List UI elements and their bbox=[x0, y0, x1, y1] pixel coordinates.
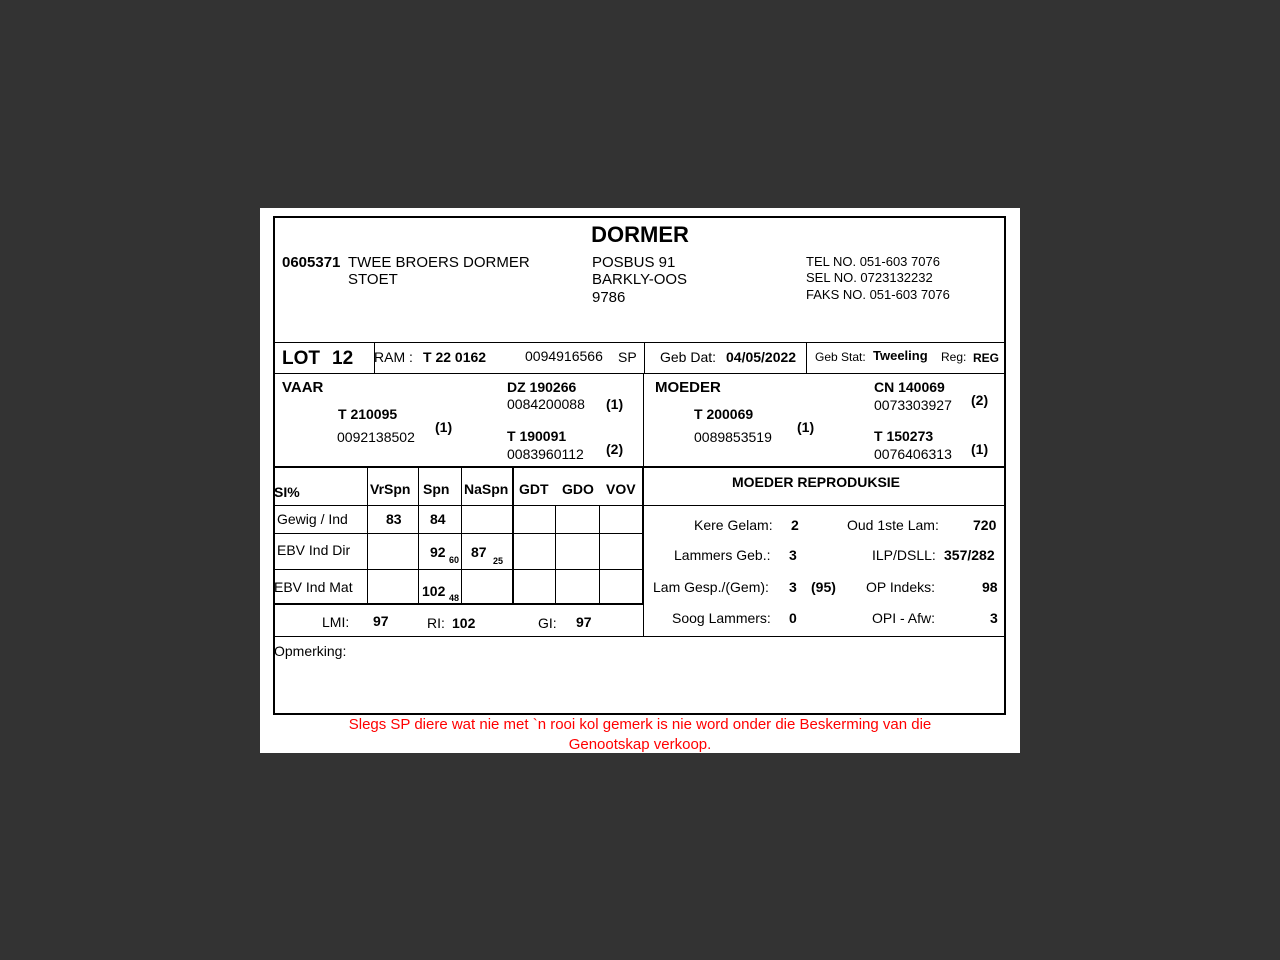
owner-name-line2: STOET bbox=[348, 271, 398, 288]
birth-stat-label: Geb Stat: bbox=[815, 350, 866, 364]
kere-gelam-label: Kere Gelam: bbox=[694, 517, 773, 533]
address-line3: 9786 bbox=[592, 289, 626, 306]
dam-label: MOEDER bbox=[655, 379, 721, 396]
reg-label: Reg: bbox=[941, 350, 967, 364]
dam-sire-code: (2) bbox=[971, 392, 989, 408]
perf-row-label: EBV Ind Mat bbox=[274, 579, 353, 595]
lammers-geb-value: 3 bbox=[789, 547, 797, 563]
gi-value: 97 bbox=[576, 614, 592, 630]
dam-sire-no: 0073303927 bbox=[874, 397, 952, 413]
sire-dam-no: 0083960112 bbox=[507, 446, 584, 462]
owner-name-line1: TWEE BROERS DORMER bbox=[348, 254, 530, 271]
perf-cell-spn: 92 bbox=[430, 544, 446, 560]
perf-col-line-3 bbox=[461, 467, 462, 604]
perf-header-vov: VOV bbox=[606, 481, 636, 497]
footer-note-line1: Slegs SP diere wat nie met `n rooi kol gemerk is nie word onder die Beskerming van die bbox=[348, 716, 932, 733]
lot-row-top-line bbox=[274, 342, 1005, 343]
perf-right-line bbox=[642, 467, 644, 604]
index-right-line bbox=[643, 605, 644, 636]
perf-header-spn: Spn bbox=[423, 481, 450, 497]
op-indeks-value: 98 bbox=[982, 579, 998, 595]
perf-cell-spn-accuracy: 60 bbox=[449, 555, 460, 565]
perf-row-line-1 bbox=[274, 533, 643, 534]
perf-cell-spn: 84 bbox=[430, 511, 446, 527]
ri-label: RI: bbox=[427, 615, 445, 631]
pedigree-divider bbox=[643, 373, 644, 467]
ram-label: RAM : bbox=[374, 349, 413, 365]
sire-code: (1) bbox=[435, 419, 453, 435]
gi-label: GI: bbox=[538, 615, 557, 631]
dam-id: T 200069 bbox=[694, 406, 754, 422]
birth-date: 04/05/2022 bbox=[726, 349, 797, 365]
lot-row-bottom-line bbox=[274, 373, 1005, 374]
ilp-dsll-label: ILP/DSLL: bbox=[872, 547, 936, 563]
ram-id: T 22 0162 bbox=[423, 349, 487, 365]
outer-border-bottom bbox=[273, 713, 1006, 715]
lam-gesp-label: Lam Gesp./(Gem): bbox=[653, 579, 769, 595]
perf-header-gdt: GDT bbox=[519, 481, 549, 497]
dam-dam-code: (1) bbox=[971, 441, 989, 457]
perf-header-si: SI% bbox=[274, 484, 300, 500]
soog-lammers-label: Soog Lammers: bbox=[672, 610, 771, 626]
lam-gem-value: (95) bbox=[811, 579, 836, 595]
perf-col-line-5 bbox=[555, 505, 556, 604]
perf-header-line bbox=[274, 505, 643, 506]
sire-no: 0092138502 bbox=[337, 429, 415, 445]
birth-stat: Tweeling bbox=[873, 348, 928, 363]
lmi-value: 97 bbox=[373, 613, 389, 629]
perf-header-vrspn: VrSpn bbox=[370, 481, 411, 497]
ram-divider bbox=[644, 342, 645, 373]
pedigree-bottom-line bbox=[274, 466, 1005, 468]
perf-col-line-1 bbox=[367, 467, 368, 604]
birth-date-label: Geb Dat: bbox=[660, 349, 717, 365]
sire-dam-code: (2) bbox=[606, 441, 624, 457]
dam-dam-id: T 150273 bbox=[874, 428, 934, 444]
dam-no: 0089853519 bbox=[694, 429, 772, 445]
outer-border-top bbox=[273, 216, 1006, 218]
birth-divider bbox=[806, 342, 807, 373]
ram-status: SP bbox=[618, 349, 637, 365]
repro-title-line bbox=[644, 505, 1005, 506]
sire-sire-no: 0084200088 bbox=[507, 396, 585, 412]
ri-value: 102 bbox=[452, 615, 476, 631]
perf-row-label: EBV Ind Dir bbox=[277, 542, 351, 558]
footer-note-line2: Genootskap verkoop. bbox=[568, 736, 712, 753]
opi-afw-label: OPI - Afw: bbox=[872, 610, 936, 626]
sire-id: T 210095 bbox=[338, 406, 398, 422]
repro-title: MOEDER REPRODUKSIE bbox=[732, 474, 901, 490]
faks-number: FAKS NO. 051-603 7076 bbox=[806, 287, 950, 302]
sel-number: SEL NO. 0723132232 bbox=[806, 270, 933, 285]
perf-header-naspn: NaSpn bbox=[464, 481, 509, 497]
perf-col-line-4 bbox=[512, 467, 514, 604]
opi-afw-value: 3 bbox=[990, 610, 998, 626]
perf-col-line-2 bbox=[418, 467, 419, 604]
oud-1ste-lam-label: Oud 1ste Lam: bbox=[847, 517, 939, 533]
perf-cell-spn-accuracy: 48 bbox=[449, 593, 460, 603]
lam-gesp-value: 3 bbox=[789, 579, 797, 595]
lammers-geb-label: Lammers Geb.: bbox=[674, 547, 771, 563]
op-indeks-label: OP Indeks: bbox=[866, 579, 936, 595]
tel-number: TEL NO. 051-603 7076 bbox=[806, 254, 940, 269]
dam-dam-no: 0076406313 bbox=[874, 446, 952, 462]
sire-sire-id: DZ 190266 bbox=[507, 379, 577, 395]
reg-value: REG bbox=[973, 351, 1000, 365]
address-line1: POSBUS 91 bbox=[592, 254, 676, 271]
soog-lammers-value: 0 bbox=[789, 610, 797, 626]
catalogue-card bbox=[260, 208, 1020, 753]
lot-label: LOT bbox=[282, 348, 320, 369]
perf-bottom-line bbox=[274, 603, 644, 605]
dam-sire-id: CN 140069 bbox=[874, 379, 945, 395]
perf-row-line-2 bbox=[274, 569, 643, 570]
kere-gelam-value: 2 bbox=[791, 517, 799, 533]
perf-row-label: Gewig / Ind bbox=[277, 511, 348, 527]
lmi-label: LMI: bbox=[322, 614, 350, 630]
perf-cell-naspn: 87 bbox=[471, 544, 487, 560]
sire-dam-id: T 190091 bbox=[507, 428, 567, 444]
perf-cell-spn: 102 bbox=[422, 583, 446, 599]
lot-number: 12 bbox=[332, 348, 354, 369]
perf-col-line-6 bbox=[599, 505, 600, 604]
ilp-dsll-value: 357/282 bbox=[944, 547, 995, 563]
breed-title: DORMER bbox=[591, 222, 689, 247]
perf-cell-vrspn: 83 bbox=[386, 511, 402, 527]
sire-label: VAAR bbox=[282, 379, 324, 396]
perf-header-gdo: GDO bbox=[562, 481, 594, 497]
ram-reg-no: 0094916566 bbox=[525, 348, 603, 364]
address-line2: BARKLY-OOS bbox=[592, 271, 688, 288]
oud-1ste-lam-value: 720 bbox=[973, 517, 997, 533]
remark-label: Opmerking: bbox=[274, 643, 347, 659]
sire-sire-code: (1) bbox=[606, 396, 624, 412]
owner-code: 0605371 bbox=[282, 254, 341, 271]
dam-code: (1) bbox=[797, 419, 815, 435]
perf-cell-naspn-accuracy: 25 bbox=[493, 556, 504, 566]
index-bottom-line bbox=[274, 636, 1005, 637]
